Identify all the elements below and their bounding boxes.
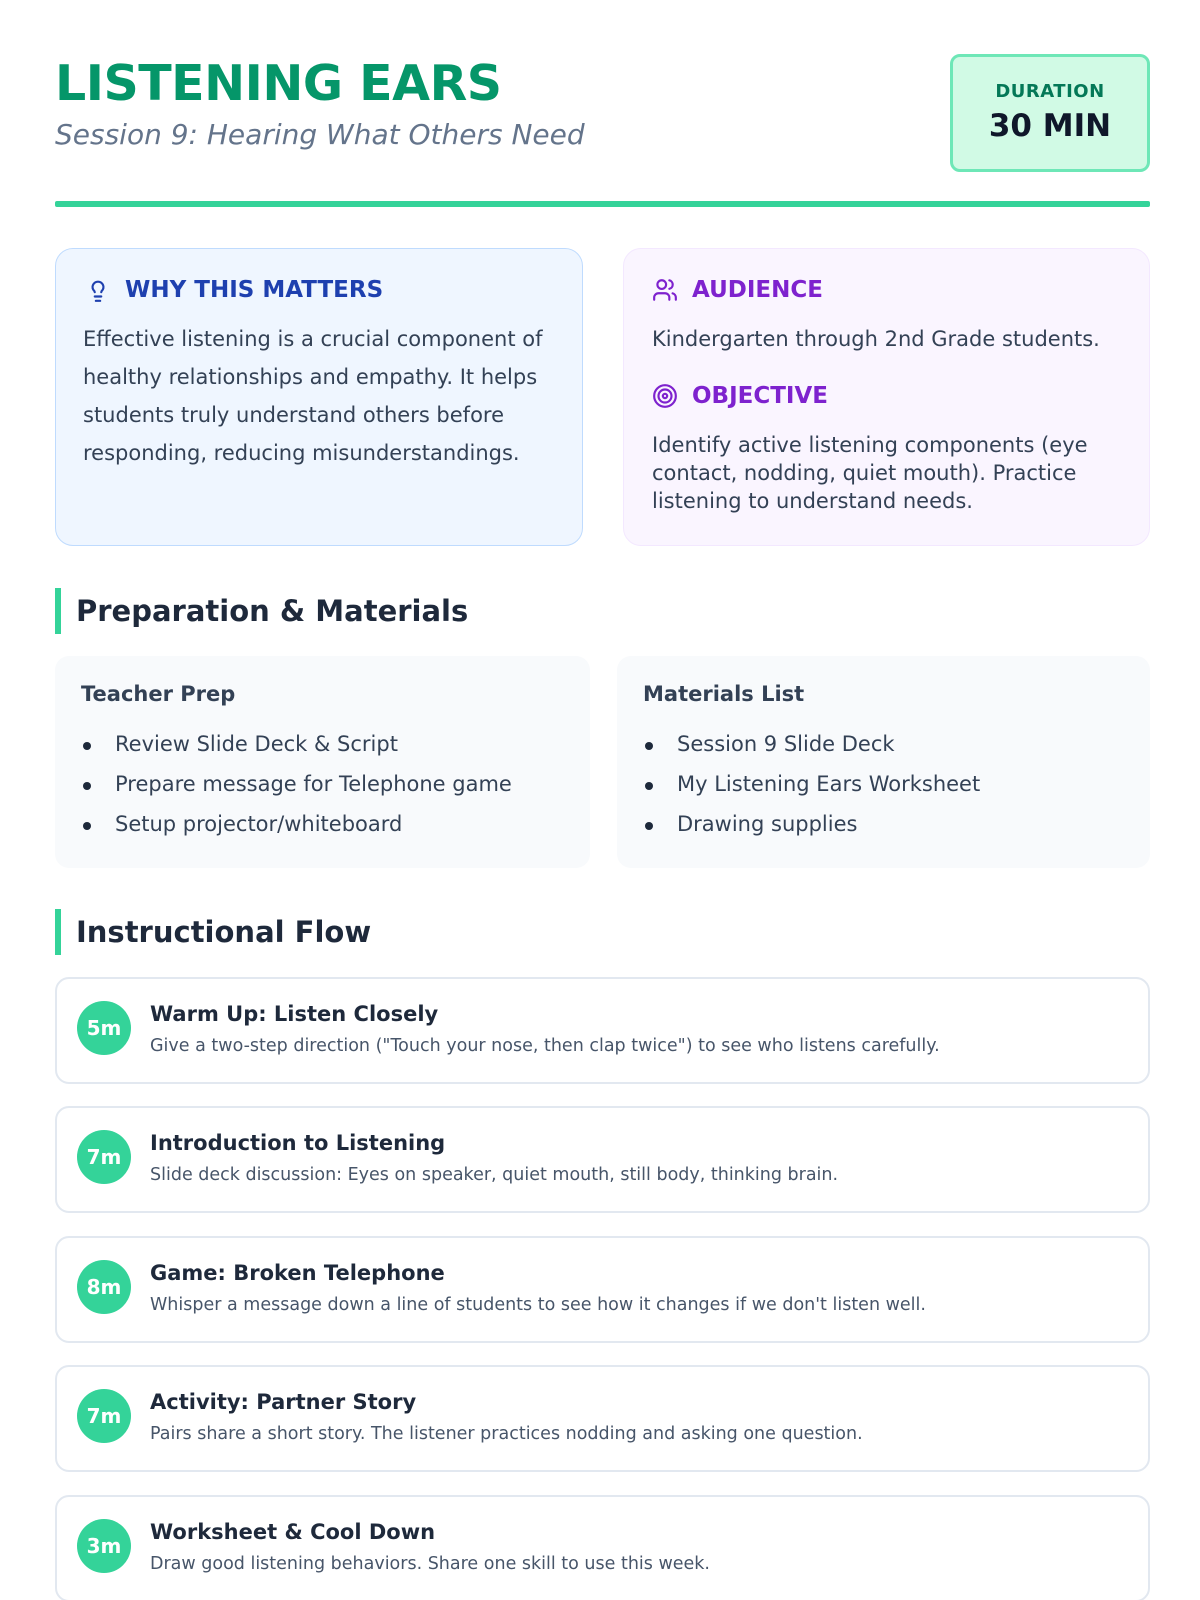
list-item: My Listening Ears Worksheet: [643, 770, 980, 810]
teacher-prep-title: Teacher Prep: [81, 682, 236, 706]
instructional-flow-title: Instructional Flow: [55, 909, 371, 955]
flow-step: [55, 1495, 1150, 1600]
flow-step: [55, 977, 1150, 1084]
lesson-header: [55, 52, 1150, 172]
duration-badge: [950, 54, 1150, 172]
step-time-badge: 8m: [77, 1260, 131, 1314]
audience-text: Kindergarten through 2nd Grade students.: [652, 327, 1100, 351]
why-heading: [85, 277, 383, 303]
why-this-matters-card: [55, 248, 583, 546]
list-item: Session 9 Slide Deck: [643, 730, 980, 770]
lightbulb-icon: [85, 277, 111, 303]
teacher-prep-list: [81, 730, 512, 850]
flow-step: [55, 1106, 1150, 1213]
materials-list-card: [617, 656, 1150, 868]
step-title: Game: Broken Telephone: [150, 1261, 445, 1285]
step-title: Activity: Partner Story: [150, 1390, 417, 1414]
flow-step: [55, 1236, 1150, 1343]
step-description: Whisper a message down a line of students to see how it changes if we don't listen well.: [150, 1295, 926, 1315]
page-title: LISTENING EARS: [55, 55, 502, 112]
step-time-badge: 7m: [77, 1130, 131, 1184]
step-title: Warm Up: Listen Closely: [150, 1002, 439, 1026]
list-item: Prepare message for Telephone game: [81, 770, 512, 810]
step-description: Draw good listening behaviors. Share one skill to use this week.: [150, 1554, 710, 1574]
step-time-badge: 5m: [77, 1001, 131, 1055]
target-icon: [652, 383, 678, 409]
list-item: Drawing supplies: [643, 810, 980, 850]
header-divider: [55, 201, 1150, 207]
teacher-prep-card: [55, 656, 590, 868]
flow-step: [55, 1365, 1150, 1472]
objective-text: Identify active listening components (eye contact, nodding, quiet mouth). Practice listening to understand needs.: [652, 433, 1088, 513]
duration-value: 30 MIN: [988, 108, 1112, 144]
objective-title: OBJECTIVE: [692, 383, 828, 409]
materials-list: [643, 730, 980, 850]
step-description: Give a two-step direction ("Touch your nose, then clap twice") to see who listens carefully.: [150, 1036, 940, 1056]
step-description: Pairs share a short story. The listener practices nodding and asking one question.: [150, 1424, 863, 1444]
step-time-badge: 3m: [77, 1519, 131, 1573]
materials-list-title: Materials List: [643, 682, 805, 706]
step-description: Slide deck discussion: Eyes on speaker, quiet mouth, still body, thinking brain.: [150, 1165, 839, 1185]
list-item: Setup projector/whiteboard: [81, 810, 512, 850]
step-time-badge: 7m: [77, 1389, 131, 1443]
why-text: Effective listening is a crucial component of healthy relationships and empathy. It helps students truly understand others before responding, reducing misunderstandings.: [83, 327, 543, 465]
duration-label: DURATION: [995, 81, 1105, 102]
audience-title: AUDIENCE: [692, 277, 823, 303]
objective-heading: [652, 383, 828, 409]
step-title: Introduction to Listening: [150, 1131, 446, 1155]
step-title: Worksheet & Cool Down: [150, 1520, 436, 1544]
why-title: WHY THIS MATTERS: [125, 277, 384, 303]
page-subtitle: Session 9: Hearing What Others Need: [55, 118, 585, 151]
list-item: Review Slide Deck & Script: [81, 730, 512, 770]
preparation-section-title: Preparation & Materials: [55, 588, 468, 634]
audience-heading: [652, 277, 823, 303]
users-icon: [652, 277, 678, 303]
audience-objective-card: [623, 248, 1150, 546]
